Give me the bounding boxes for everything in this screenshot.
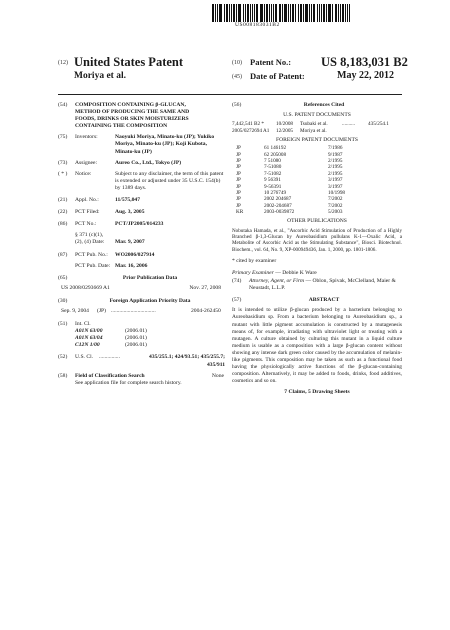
us-doc-date: 10/2008 <box>276 121 294 128</box>
field-none: None <box>211 372 224 379</box>
barcode-bar <box>266 4 268 22</box>
uscl-label: U.S. Cl. <box>75 354 94 361</box>
field-code: (58) <box>58 372 68 379</box>
barcode-bar <box>309 4 310 22</box>
abstract-code: (57) <box>232 297 242 304</box>
prior-pub-heading-row <box>58 275 226 282</box>
appl-code: (21) <box>58 197 68 204</box>
prior-code: (65) <box>58 274 68 281</box>
foreign-doc-date: 2/1995 <box>328 170 343 177</box>
right-column <box>232 102 402 396</box>
foreign-doc-number: 2003-0039872 <box>264 209 295 216</box>
assignee-block <box>58 160 226 167</box>
barcode-bar <box>275 4 277 22</box>
pub-no-label: PCT Pub. No.: <box>75 251 108 258</box>
code-12: (12) <box>58 60 68 66</box>
us-doc-row <box>232 121 402 127</box>
attorney-name: — Oblon, Spivak, McClelland, Maier & Neustadt, L.L.P. <box>249 278 396 292</box>
prior-pub-date: Nov. 27, 2008 <box>189 284 221 291</box>
pub-date-label: PCT Pub. Date: <box>75 262 111 269</box>
references-heading-row <box>232 102 402 109</box>
barcode-bar <box>271 4 272 22</box>
appl-label: Appl. No.: <box>75 197 99 204</box>
pub-no-block <box>58 252 226 259</box>
barcode-bar <box>311 4 312 22</box>
us-docs-heading: U.S. PATENT DOCUMENTS <box>283 112 351 119</box>
foreign-doc-country: KR <box>236 209 244 216</box>
foreign-priority-heading-row <box>58 298 226 305</box>
appl-block <box>58 197 226 204</box>
barcode-bar <box>250 4 251 22</box>
abstract-heading: ABSTRACT <box>308 297 340 304</box>
barcode-bar <box>342 4 344 22</box>
pub-date: Mar. 16, 2006 <box>115 262 148 269</box>
foreign-doc-number: 9-56391 <box>264 183 282 190</box>
assignee-code: (73) <box>58 159 68 166</box>
foreign-doc-date: 3/1997 <box>328 177 343 184</box>
pct-filed-code: (22) <box>58 209 68 216</box>
abstract-heading-row <box>232 297 402 304</box>
cited-by-examiner-note: * cited by examiner <box>232 257 277 264</box>
foreign-doc-country: JP <box>236 164 241 171</box>
us-doc-number: 2005/0272694 A1 <box>232 127 270 134</box>
attorney-code: (74) <box>232 278 242 285</box>
intcl-label: Int. Cl. <box>75 321 91 328</box>
foreign-doc-country: JP <box>236 145 241 152</box>
inventor-short: Moriya et al. <box>74 71 126 81</box>
prior-heading: Prior Publication Data <box>122 274 178 281</box>
foreign-doc-date: 7/1986 <box>328 145 343 152</box>
barcode-bar <box>298 4 299 22</box>
foreign-doc-date: 2/1995 <box>328 157 343 164</box>
intcl-version: (2006.01) <box>125 335 147 342</box>
barcode-bar <box>238 4 241 22</box>
code-45: (45) <box>232 74 242 80</box>
foreign-heading: Foreign Application Priority Data <box>109 297 191 304</box>
prior-pub-number: US 2008/0293669 A1 <box>61 284 110 291</box>
refs-heading: References Cited <box>303 102 345 108</box>
barcode-bar <box>323 4 325 22</box>
code-10: (10) <box>232 60 242 66</box>
pct-number: PCT/JP2005/014233 <box>115 221 164 228</box>
refs-code: (56) <box>232 102 242 108</box>
patent-date: May 22, 2012 <box>337 70 394 81</box>
us-doc-dots: .......... <box>342 121 355 128</box>
foreign-doc-number: 9 56391 <box>264 177 281 184</box>
foreign-doc-number: 62 205008 <box>264 151 287 158</box>
date-label: Date of Patent: <box>250 71 305 81</box>
assignee-value: Aureo Co., Ltd., Tokyo (JP) <box>115 159 182 166</box>
barcode-bar <box>219 4 222 22</box>
left-column <box>58 102 226 387</box>
claims-summary: 7 Claims, 5 Drawing Sheets <box>284 389 350 396</box>
us-doc-name: Moriya et al. <box>300 127 327 134</box>
barcode-bar <box>231 4 232 22</box>
assignee-label: Assignee: <box>75 159 98 166</box>
foreign-doc-date: 7/2002 <box>328 196 343 203</box>
appl-number: 11/575,047 <box>115 197 141 204</box>
pub-number: WO2006/027914 <box>115 251 155 258</box>
barcode-bar <box>317 4 318 22</box>
pub-code: (87) <box>58 251 68 258</box>
barcode-number: US008183031B2 <box>235 22 280 28</box>
examiner-row <box>232 270 402 277</box>
foreign-doc-country: JP <box>236 170 241 177</box>
other-publication: Nobutaka Hamada, et al., "Ascorbic Acid Stimulation of Production of a Highly Branched β-1,3-Glucan by Aureobasidium pullulans K-1—Oxalic Acid, a Metabolite of Ascorbic Acid as the Stimulating Substance", Biosci. Biotechnol. Biochem., vol. 64, No. 9, XP-000949436, Jan. 1, 2000, pp. 1801-1806. <box>232 227 402 253</box>
intcl-row <box>75 342 147 349</box>
barcode-bar <box>256 4 258 22</box>
foreign-dots: ................................ <box>111 307 156 314</box>
barcode-bar <box>243 4 244 22</box>
barcode-bar <box>226 4 228 22</box>
inventors-value: Naoyuki Moriya, Minato-ku (JP); Yukiko Moriya, Minato-ku (JP); Koji Kubota, Minato-ku (JP) <box>115 134 215 155</box>
barcode-bar <box>224 4 225 22</box>
title-code: (54) <box>58 102 68 108</box>
barcode-bar <box>264 4 265 22</box>
pct-filed-block <box>58 209 226 216</box>
barcode-bar <box>229 4 230 22</box>
barcode-bar <box>349 4 350 22</box>
barcode-bar <box>215 4 216 22</box>
us-doc-class <box>368 128 402 134</box>
foreign-doc-number: 7-51082 <box>264 170 282 177</box>
barcode-bar <box>292 4 294 22</box>
notice-label: Notice: <box>75 170 92 177</box>
intcl-class: A01N 63/00 <box>75 328 103 335</box>
attorney-row <box>232 278 402 292</box>
attorney-label: Attorney, Agent, or Firm <box>249 278 305 285</box>
foreign-number: 2004-262450 <box>191 307 221 314</box>
barcode-bar <box>273 4 274 22</box>
barcode-bar <box>279 4 281 22</box>
inventors-block <box>58 134 226 155</box>
uscl-value: 435/255.1; 424/93.51; 435/255.7; 435/911 <box>149 354 225 368</box>
prior-pub-row <box>58 285 221 292</box>
barcode-bar <box>313 4 315 22</box>
foreign-doc-country: JP <box>236 189 241 196</box>
intcl-class: C12N 1/00 <box>75 342 100 349</box>
other-pubs-heading: OTHER PUBLICATIONS <box>287 217 347 224</box>
barcode-bar <box>305 4 308 22</box>
foreign-doc-date: 9/1987 <box>328 151 343 158</box>
barcode-bar <box>212 4 214 22</box>
inventors-label: Inventors: <box>75 134 98 141</box>
us-doc-name: Tsubaki et al. <box>300 121 328 128</box>
barcode-bar <box>260 4 263 22</box>
barcode-bar <box>254 4 255 22</box>
us-doc-class: 435/254.1 <box>368 121 389 128</box>
intcl-code: (51) <box>58 321 68 328</box>
header-rule <box>58 94 402 95</box>
barcode-bar <box>332 4 333 22</box>
foreign-doc-country: JP <box>236 177 241 184</box>
foreign-docs-heading: FOREIGN PATENT DOCUMENTS <box>275 137 359 143</box>
uscl-code: (52) <box>58 354 68 361</box>
barcode-bar <box>340 4 341 22</box>
notice-value: Subject to any disclaimer, the term of this patent is extended or adjusted under 35 U.S.C. 154(b) by 1389 days. <box>115 170 224 191</box>
patent-title: COMPOSITION CONTAINING β-GLUCAN, METHOD OF PRODUCING THE SAME AND FOODS, DRINKS OR SKIN MOISTURIZERS CONTAINING THE COMPOSITION <box>75 102 190 130</box>
barcode-bar <box>295 4 296 22</box>
barcode-bar <box>303 4 304 22</box>
foreign-doc-country: JP <box>236 202 241 209</box>
barcode-bar <box>245 4 246 22</box>
barcode <box>212 4 362 22</box>
pct-filed-date: Aug. 3, 2005 <box>115 209 145 216</box>
foreign-code: (30) <box>58 297 68 304</box>
examiner-label: Primary Examiner <box>232 269 274 276</box>
barcode-bar <box>233 4 235 22</box>
foreign-doc-date: 7/2002 <box>328 202 343 209</box>
title-block <box>58 102 226 130</box>
intcl-version: (2006.01) <box>125 328 147 335</box>
foreign-doc-country: JP <box>236 196 241 203</box>
field-search-block <box>58 373 224 380</box>
barcode-bar <box>247 4 249 22</box>
foreign-date: Sep. 9, 2004 <box>61 307 89 314</box>
examiner-name: — Debbie K Ware <box>275 269 317 276</box>
patent-number: US 8,183,031 B2 <box>321 55 408 69</box>
barcode-bar <box>284 4 287 22</box>
uscl-dots: ............... <box>99 354 120 361</box>
foreign-doc-country: JP <box>236 151 241 158</box>
barcode-bar <box>252 4 253 22</box>
us-doc-number: 7,442,541 B2 * <box>232 121 264 128</box>
barcode-bar <box>347 4 348 22</box>
foreign-doc-number: 7-51080 <box>264 164 282 171</box>
pct-no-block <box>58 221 226 228</box>
barcode-bar <box>217 4 218 22</box>
foreign-docs-table <box>236 145 368 215</box>
field-label: Field of Classification Search <box>75 372 145 379</box>
uscl-block <box>58 354 226 368</box>
intcl-block <box>58 321 226 349</box>
foreign-doc-date: 2/1995 <box>328 164 343 171</box>
foreign-doc-date: 5/2003 <box>328 209 343 216</box>
s371-line1: § 371 (c)(1), <box>75 232 104 239</box>
foreign-doc-date: 3/1997 <box>328 183 343 190</box>
barcode-bar <box>335 4 337 22</box>
notice-code: ( * ) <box>58 170 68 177</box>
barcode-bar <box>282 4 283 22</box>
foreign-doc-number: 2002 204687 <box>264 196 292 203</box>
barcode-bar <box>269 4 270 22</box>
foreign-doc-number: 2002-204687 <box>264 202 292 209</box>
foreign-doc-date: 10/1998 <box>328 189 346 196</box>
pub-date-block <box>58 263 226 270</box>
intcl-class: A01N 63/04 <box>75 335 103 342</box>
foreign-doc-number: 61 146192 <box>264 145 287 152</box>
barcode-bar <box>328 4 331 22</box>
s371-date: Mar. 9, 2007 <box>115 239 145 246</box>
pct-no-code: (86) <box>58 221 68 228</box>
pct-filed-label: PCT Filed: <box>75 209 100 216</box>
foreign-doc-row <box>236 209 368 215</box>
foreign-country: (JP) <box>97 307 107 314</box>
barcode-bar <box>345 4 346 22</box>
foreign-doc-number: 7 51080 <box>264 157 281 164</box>
doc-type: United States Patent <box>74 55 184 69</box>
barcode-bar <box>319 4 320 22</box>
foreign-priority-row <box>58 308 227 315</box>
barcode-bar <box>236 4 237 22</box>
pct-no-label: PCT No.: <box>75 221 97 228</box>
field-note: See application file for complete search history. <box>75 379 182 386</box>
foreign-doc-country: JP <box>236 183 241 190</box>
patent-no-label: Patent No.: <box>250 57 292 67</box>
foreign-doc-number: 10 276749 <box>264 189 287 196</box>
intcl-version: (2006.01) <box>125 342 147 349</box>
barcode-bar <box>326 4 327 22</box>
us-doc-dots <box>342 128 368 134</box>
notice-block <box>58 171 226 192</box>
us-doc-row <box>232 128 402 134</box>
us-docs-table <box>232 121 402 134</box>
barcode-bar <box>300 4 302 22</box>
barcode-bar <box>321 4 322 22</box>
foreign-doc-country: JP <box>236 157 241 164</box>
s371-block <box>58 232 226 246</box>
barcode-bar <box>288 4 289 22</box>
abstract-text: It is intended to utilize β-glucan produced by a bacterium belonging to Aureobasidium sp. From a bacterium belonging to Aureobasidium sp., a mutant with little pigment accumulation is constructed by a mutagenesis means of, for example, irradiating with ultraviolet light or treating with a mutagen. A culture obtained by culturing this mutant in a liquid culture medium is usable as a composition with a large β-glucan content without showing any intense dark green color caused by the accumulation of melanin-like pigments. This composition may be taken as such as a functional food having the physiologically active functions of the β-glucan-containing composition. Alternatively, it may be added to foods, drinks, food additives, cosmetics and so on. <box>232 307 402 385</box>
barcode-bar <box>338 4 339 22</box>
barcode-bar <box>290 4 291 22</box>
us-doc-date: 12/2005 <box>276 127 294 134</box>
s371-line2: (2), (4) Date: <box>75 239 105 246</box>
inventors-code: (75) <box>58 134 68 141</box>
